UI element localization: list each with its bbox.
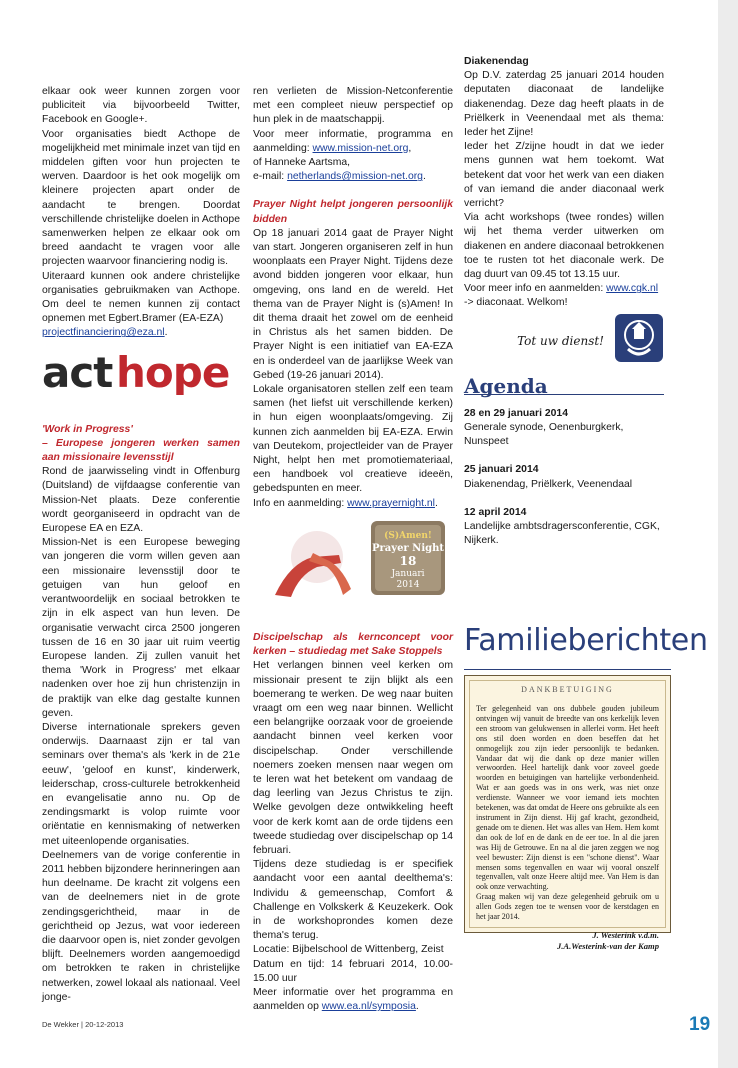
ea-symposia-link[interactable]: www.ea.nl/symposia [321,1001,416,1013]
paragraph-text: e-mail: [253,171,285,183]
paragraph: ren verlieten de Mission-Netconferentie met een compleet nieuw perspectief op hun plek in de maatschappij. [253,86,453,126]
poster-text: Januari [391,568,425,579]
punctuation: , [408,142,412,154]
familieberichten-title: Familieberichten [464,623,708,658]
footer-source: De Wekker | 20-12-2013 [42,1020,124,1029]
punctuation: . [434,497,438,509]
paragraph: elkaar ook weer kunnen zorgen voor publiciteit via bijvoorbeeld Twitter, Facebook en Google+. [42,86,240,126]
agenda-item [464,463,664,491]
agenda-date: 25 januari 2014 [464,464,539,476]
paragraph: Diverse internationale sprekers geven onderwijs. Daarnaast zijn er tal van seminars over thema's als 'kerk in de 21e eeuw', 'geloof en kunst', kinderwerk, leiderschap, cross-culturele betrokkenheid en evangelisatie anno nu. Op de zendingsmarkt is volop ruimte voor oriëntatie en kennismaking of netwerken met uiteenlopende organisaties. [42,721,240,847]
agenda-description: Landelijke ambtsdragersconferentie, CGK, Nijkerk. [464,521,660,547]
article-heading-diakenendag: Diakenendag [464,56,529,67]
paragraph: -> diaconaat. Welkom! [464,297,568,309]
paragraph [42,270,240,341]
paragraph: Voor organisaties biedt Acthope de mogelijkheid met minimale inzet van tijd en middelen giften voor hun projecten te werven. Daardoor is het ook mogelijk om kleinere projecten apart onder de aandacht te brengen. Doordat verschillende christelijke doelen in Acthope samenwerken helpen ze elkaar ook om breed aandacht te vragen voor alle projecten waarvoor financiering nodig is. [42,128,240,268]
agenda-item [464,407,664,450]
heading-line: – Europese jongeren werken samen aan missionaire levensstijl [42,437,240,464]
divider [464,669,671,670]
paragraph: Via acht workshops (twee rondes) willen wij het thema verder uitwerken om diakenen en andere diaconaal betrokkenen toe te rusten tot het diaconale werk. De dag duurt van 09.45 tot 13.15 uur. [464,212,664,281]
acthope-logo-graphic [42,351,240,395]
page-number: 19 [689,1014,711,1035]
cgk-link[interactable]: www.cgk.nl [606,283,659,295]
dankbetuiging-notice [464,675,671,951]
paragraph: Rond de jaarwisseling vindt in Offenburg (Duitsland) de vijfdaagse conferentie van Mission-Net plaats. Deze conferentie wordt georganiseerd in opdracht van de Europese EA en EZA. [42,466,240,535]
notice-body: Ter gelegenheid van ons dubbele gouden jubileum ontvingen wij vanuit de breedte van ons kerkelijk leven een stroom van gelukwensen in allerlei vorm. Het heeft ons stil doen worden en doen beseffen dat het onmogelijk zou zijn ieder persoonlijk te bedanken. Vandaar dat wij die dank op deze manier willen verwoorden. Heel hartelijk dank voor zoveel goede woorden en betuigingen van hartelijke verbondenheid. Wat er aan goeds was in ons werk, was niet onze verdienste. Wanneer we voor iemand iets mochten betekenen, was dat omdat de Heere ons gebruikte als een instrument in Zijn dienst. Hij gaf kracht, gezondheid, genade om te dienen. Het was alles van Hem. Hem komt dan ook de lof en de dank en de eer toe. In al die jaren was Hij de Getrouwe. En na al die jaren zeggen we nog veel bewuster: Zijn dienst is een "schone dienst". Waar mensen soms tegenvallen en waar wij vooral onszelf tegenvallen, valt onze Heere altijd mee. Van Hem is dan ook onze verwachting. [476,704,659,892]
paragraph: Lokale organisatoren stellen zelf een team samen (het liefst uit verschillende kerken) in hun eigen woonplaats/omgeving. Zij kunnen zich aanmelden bij EA-EZA. Erwin van Deutekom, projectleider van de Prayer Night, helpt hen met promotiemateriaal, een handboek vol creatieve ideeën, gebedspunten en meer. [253,384,453,495]
agenda-item [464,506,664,549]
paragraph: Locatie: Bijbelschool de Wittenberg, Zeist [253,944,444,956]
poster-text: 2014 [396,579,420,590]
signature-line: J.A.Westerink-van der Kamp [556,940,659,951]
article-heading-work-in-progress [42,423,240,466]
punctuation: . [415,1001,419,1013]
paragraph-text: Uiteraard kunnen ook andere christelijke organisaties gebruikmaken van Acthope. Om deel te nemen kunnen zij contact opnemen met Egbert.Bramer (EA-EZA) [42,270,240,325]
tot-uw-dienst [464,313,664,363]
paragraph [464,282,664,296]
mission-net-link[interactable]: www.mission-net.org [312,142,409,154]
heading-line: 'Work in Progress' [42,423,133,435]
paragraph: Deelnemers van de vorige conferentie in 2011 hebben bijzondere herinneringen aan hun deelname. De kracht zit volgens een van de deelnemers niet in de grote zendingsgerichtheid, maar in de gerichtheid op Jezus, wat voor iedereen die daarvoor open is, niet zonder gevolgen blijft. Deelnemers worden aangemoedigd om betrokken te raken in christelijke netwerken, zowel lokaal als nationaal. Veel jonge- [42,849,240,1003]
logo-text-act: act [42,350,113,395]
article-heading-prayer-night: Prayer Night helpt jongeren persoonlijk bidden [253,199,453,225]
paragraph-text: Voor meer informatie, programma en aanmelding: [253,128,453,154]
paragraph: Op D.V. zaterdag 25 januari 2014 houden deputaten diaconaat de landelijke diakenendag. Deze dag heeft plaats in de Priëlkerk in Veenendaal met als thema: Ieder het Zijne! [464,70,664,139]
paragraph-text: Info en aanmelding: [253,497,345,509]
paragraph [253,986,453,1014]
paragraph [253,497,453,511]
poster-text: 18 [399,553,417,568]
acthope-logo [42,351,240,395]
article-heading-discipelschap: Discipelschap als kernconcept voor kerken – studiedag met Sake Stoppels [253,631,453,658]
agenda-date: 12 april 2014 [464,506,527,518]
email-link[interactable]: projectfinanciering@eza.nl [42,327,165,339]
notice-heading: DANKBETUIGING [521,685,614,694]
paragraph: Mission-Net is een Europese beweging van jongeren die vorm willen geven aan een missionaire levensstijl door te getuigen van hun geloof en verantwoordelijk en sociaal betrokken te zijn in elk aspect van hun leven. De organisatie verwacht circa 2500 jongeren tussen de 16 en 30 jaar uit ruim veertig Europese landen. Zij zullen vanuit het thema 'Work in Progress' met elkaar nadenken over hoe zij hun christenzijn in de praktijk van elke dag gestalte kunnen geven. [42,537,240,719]
agenda-date: 28 en 29 januari 2014 [464,407,568,419]
poster-text: Prayer Night [371,542,445,554]
column-middle [253,85,453,1014]
signature-line: J. Westerink v.d.m. [592,929,659,940]
paragraph: Het verlangen binnen veel kerken om missionair present te zijn blijkt als een boemerang te werken. De weg naar buiten vraagt om een weg naar binnen. Wellicht een belangrijke oorzaak voor de groeiende aandacht binnen veel kerken voor discipelschap. Onder verschillende noemers zoeken mensen naar wegen om te leren wat het betekent om vandaag de dag leerling van Jezus Christus te zijn. Welke gevolgen deze ontwikkeling heeft voor de kerk komt aan de orde tijdens een tweede studiedag over discipelschap op 14 februari. [253,660,453,856]
agenda-description: Generale synode, Oenenburgkerk, Nunspeet [464,422,624,448]
prayernight-link[interactable]: www.prayernight.nl [347,497,435,509]
prayer-night-poster [255,517,451,601]
paragraph-text: Voor meer info en aanmelden: [464,283,604,295]
paragraph: Op 18 januari 2014 gaat de Prayer Night van start. Jongeren organiseren zelf in hun woonplaats een Prayer Night. Tijdens deze avond bidden jongeren voor elkaar, hun omgeving, ons land en de wereld. Het thema van de Prayer Night is (s)Amen! In dit thema draait het zowel om de eenheid in Christus als het samen bidden. De Prayer Night is een initiatief van EA-EZA en is onderdeel van de jaarlijkse Week van Gebed (19-26 januari 2014). [253,227,453,381]
notice-body-closing: Graag maken wij van deze gelegenheid gebruik om u allen Gods zegen toe te wensen voor de kerstdagen en het jaar 2014. [476,892,659,922]
paragraph: Datum en tijd: 14 februari 2014, 10.00-15.00 uur [253,958,453,984]
paragraph: of Hanneke Aartsma, [253,157,351,169]
punctuation: . [422,171,426,183]
column-right [464,55,664,562]
punctuation: . [164,327,168,339]
paragraph: Ieder het Z/zijne houdt in dat we ieder mens gunnen wat hem toekomt. Wat betekent dat voor het werk van een diaken of van iemand die ander diaconaal werk verricht? [464,141,664,210]
mission-net-email-link[interactable]: netherlands@mission-net.org [287,171,423,183]
paragraph [253,128,453,156]
poster-text: (S)Amen! [384,530,432,541]
notice-signature [476,930,659,952]
notice-frame [469,680,666,951]
column-left [42,85,240,1005]
logo-text-hope: hope [116,350,230,395]
agenda-title: Agenda [464,379,664,395]
prayer-night-poster-graphic [255,517,451,601]
tot-uw-dienst-text: Tot uw dienst! [517,333,604,348]
paragraph: Tijdens deze studiedag is er specifiek aandacht voor een aantal deelthema's: Individu & gemeenschap, Comfort & Challenge en Volkskerk & Keuzekerk. Ook in de workshoprondes komen deze thema's terug. [253,859,453,942]
paragraph-text: Meer informatie over het programma en aanmelden op [253,986,453,1013]
diaconaat-logo-icon [614,313,664,363]
agenda-description: Diakenendag, Priëlkerk, Veenendaal [464,478,633,490]
paragraph [253,170,453,184]
